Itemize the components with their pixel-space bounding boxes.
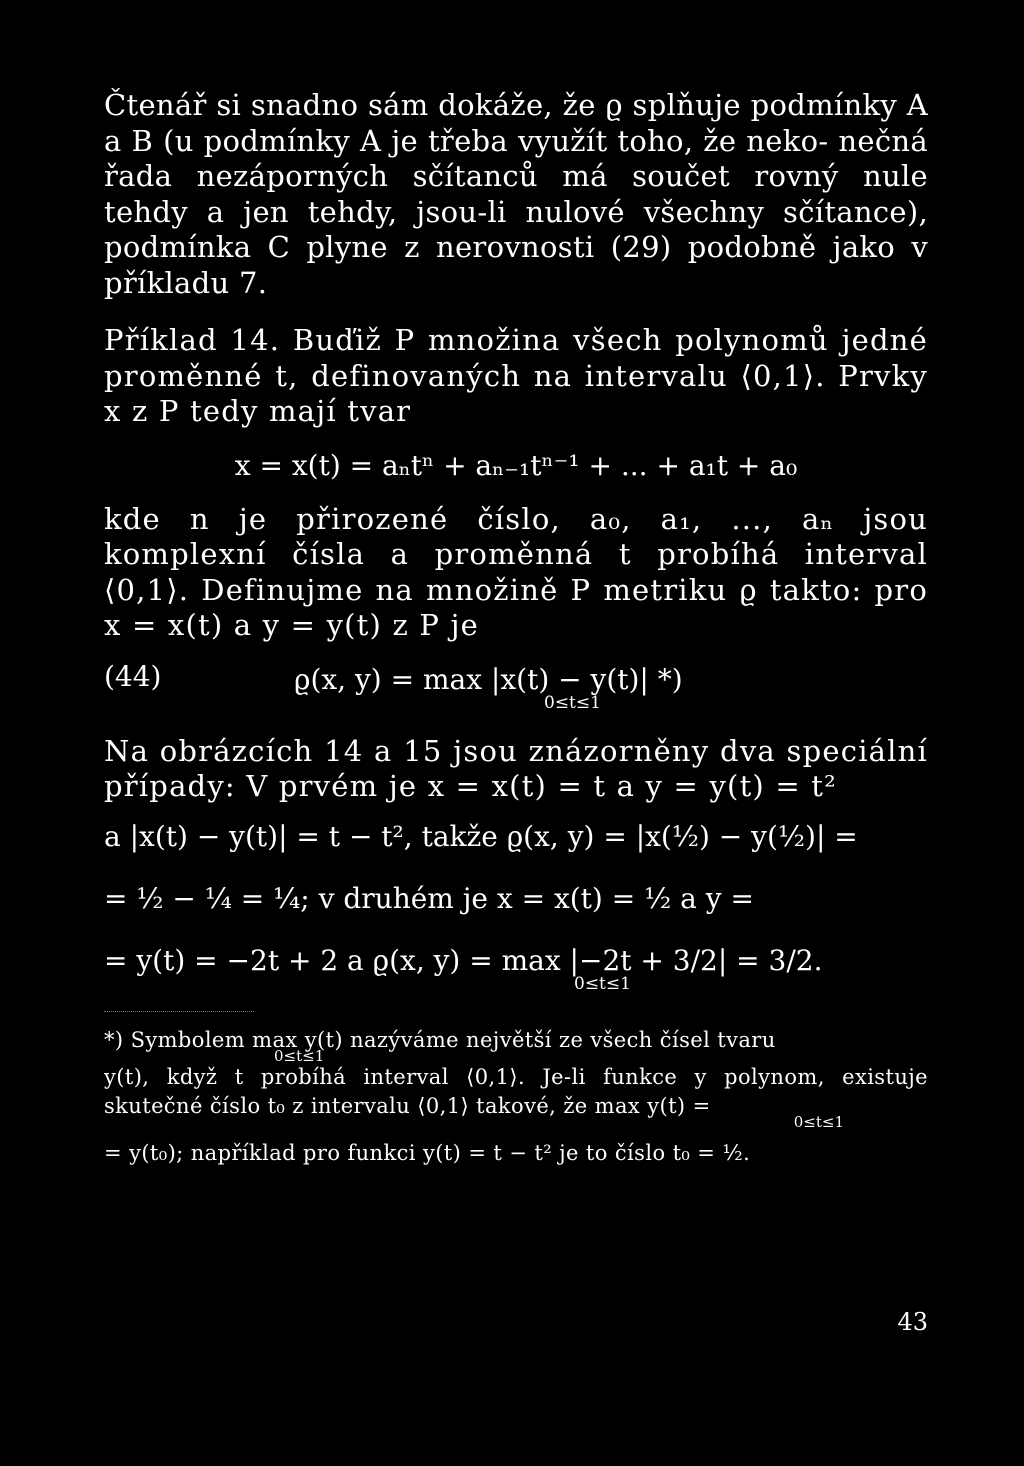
- math-line-b: = ½ − ¼ = ¼; v druhém je x = x(t) = ½ a y =: [104, 881, 754, 915]
- math-line-c: = y(t) = −2t + 2 a ϱ(x, y) = max |−2t + 3/2| = 3/2.: [104, 943, 823, 977]
- example-text: Buďiž P množina všech polynomů jedné proměnné t, definovaných na intervalu ⟨0,1⟩. Prvky x z P tedy mají tvar: [104, 323, 929, 428]
- footnote-subscript-1: 0≤t≤1: [274, 1046, 325, 1065]
- max-subscript-2: 0≤t≤1: [574, 973, 631, 994]
- metric-formula: ϱ(x, y) = max |x(t) − y(t)| *): [294, 662, 683, 696]
- footnote-subscript-2: 0≤t≤1: [793, 1112, 844, 1131]
- footnote-line-1: *) Symbolem max y(t) nazýváme největší ze všech čísel tvaru: [104, 1027, 776, 1052]
- math-line-a: a |x(t) − y(t)| = t − t², takže ϱ(x, y) = |x(½) − y(½)| =: [104, 819, 858, 853]
- page-number: 43: [897, 1308, 928, 1336]
- paragraph-intro: Čtenář si snadno sám dokáže, že ϱ splňuje podmínky A a B (u podmínky A je třeba využít toho, že neko- nečná řada nezáporných sčítanců má součet rovný nule tehdy a jen tehdy, jsou-li nulové všechny sčítance), podmínka C plyne z nerovnosti (29) podobně jako v příkladu 7.: [104, 88, 928, 300]
- footnote-rule: [104, 1011, 254, 1012]
- paragraph-definition: kde n je přirozené číslo, a₀, a₁, ..., aₙ jsou komplexní čísla a proměnná t probíhá interval ⟨0,1⟩. Definujme na množině P metriku ϱ takto: pro x = x(t) a y = y(t) z P je: [104, 501, 928, 642]
- paragraph-example-14: [104, 323, 928, 430]
- equation-number: (44): [104, 659, 162, 693]
- footnote-line-3: = y(t₀); například pro funkci y(t) = t − t² je to číslo t₀ = ½.: [104, 1140, 751, 1165]
- example-label: Příklad 14.: [104, 323, 281, 357]
- polynomial-equation: x = x(t) = aₙtⁿ + aₙ₋₁tⁿ⁻¹ + ... + a₁t + a₀: [234, 448, 798, 482]
- footnote-line-2: y(t), když t probíhá interval ⟨0,1⟩. Je-li funkce y polynom, existuje skutečné číslo t₀ z intervalu ⟨0,1⟩ takové, že max y(t) =: [104, 1064, 928, 1118]
- max-subscript: 0≤t≤1: [544, 692, 601, 713]
- paragraph-figures: Na obrázcích 14 a 15 jsou znázorněny dva speciální případy: V prvém je x = x(t) = t a y = y(t) = t²: [104, 733, 928, 803]
- equation-44: [104, 660, 928, 712]
